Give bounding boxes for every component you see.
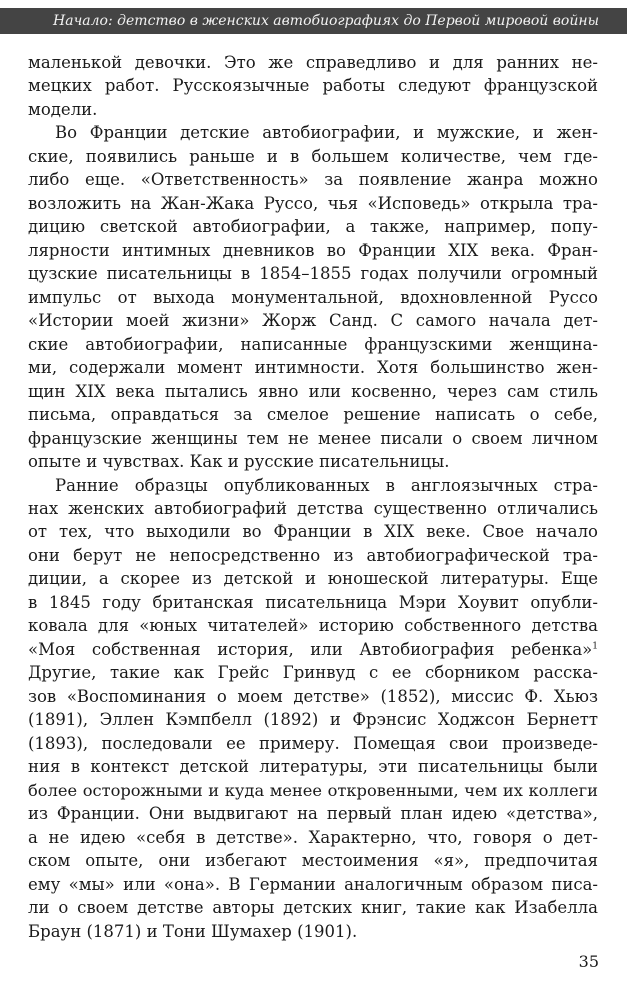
- text-line: [28, 639, 598, 660]
- text-line: ния в контекст детской литературы, эти писательницы были: [28, 757, 598, 777]
- text-line: Другие, такие как Грейс Гринвуд с ее сборником расска-: [28, 663, 598, 683]
- text-line: дицию светской автобиографии, а также, например, попу-: [28, 217, 598, 237]
- footnote-marker[interactable]: 1: [592, 641, 598, 652]
- text-line: возложить на Жан-Жака Руссо, чья «Исповедь» открыла тра-: [28, 193, 598, 213]
- text-line: а не идею «себя в детстве». Характерно, что, говоря о дет-: [28, 827, 598, 847]
- running-head: Начало: детство в женских автобиографиях до Первой мировой войны: [0, 8, 627, 34]
- text-line: Браун (1871) и Тони Шумахер (1901).: [28, 921, 358, 941]
- text-line: (1893), последовали ее примеру. Помещая свои произведе-: [28, 733, 598, 753]
- text-line: либо еще. «Ответственность» за появление жанра можно: [28, 170, 598, 190]
- text-line: лярности интимных дневников во Франции XIX века. Фран-: [28, 240, 598, 260]
- text-line: в 1845 году британская писательница Мэри Хоувит опубли-: [28, 592, 598, 612]
- text-line: ковала для «юных читателей» историю собственного детства: [28, 616, 598, 636]
- text-line: импульс от выхода монументальной, вдохновленной Руссо: [28, 287, 598, 307]
- text-line: ми, содержали момент интимности. Хотя большинство жен-: [28, 358, 598, 378]
- text-line: Во Франции детские автобиографии, и мужские, и жен-: [55, 123, 598, 143]
- text-line: письма, оправдаться за смелое решение написать о себе,: [28, 405, 598, 425]
- text-line: опыте и чувствах. Как и русские писательницы.: [28, 452, 450, 472]
- text-line: французские женщины тем не менее писали о своем личном: [28, 428, 598, 448]
- text-line-content: «Моя собственная история, или Автобиография ребенка»: [28, 639, 593, 659]
- text-line: зов «Воспоминания о моем детстве» (1852), миссис Ф. Хьюз: [28, 686, 598, 706]
- page-number: 35: [578, 952, 599, 971]
- text-line: ему «мы» или «она». В Германии аналогичным образом писа-: [28, 874, 598, 894]
- text-line: ском опыте, они избегают местоимения «я», предпочитая: [28, 851, 598, 871]
- text-line: ские автобиографии, написанные французскими женщина-: [28, 334, 598, 354]
- text-line: ские, появились раньше и в большем количестве, чем где-: [28, 146, 598, 166]
- text-line: модели.: [28, 99, 98, 119]
- text-line: от тех, что выходили во Франции в XIX веке. Свое начало: [28, 522, 598, 542]
- text-line: мецких работ. Русскоязычные работы следуют французской: [28, 76, 598, 96]
- text-line: нах женских автобиографий детства существенно отличались: [28, 499, 598, 518]
- text-line: Ранние образцы опубликованных в англоязычных стра-: [55, 475, 598, 495]
- text-line: маленькой девочки. Это же справедливо и для ранних не-: [28, 53, 598, 72]
- text-line: они берут не непосредственно из автобиографической тра-: [28, 545, 598, 565]
- text-line: ли о своем детстве авторы детских книг, такие как Изабелла: [28, 898, 598, 918]
- text-line: «Истории моей жизни» Жорж Санд. С самого начала дет-: [28, 311, 598, 331]
- text-line: щин XIX века пытались явно или косвенно, через сам стиль: [28, 381, 598, 401]
- text-line: из Франции. Они выдвигают на первый план идею «детства»,: [28, 804, 598, 824]
- text-line: более осторожными и куда менее откровенными, чем их коллеги: [28, 780, 598, 800]
- text-line: диции, а скорее из детской и юношеской литературы. Еще: [28, 569, 598, 589]
- text-line: (1891), Эллен Кэмпбелл (1892) и Фрэнсис Ходжсон Бернетт: [28, 710, 598, 730]
- text-line: цузские писательницы в 1854–1855 годах получили огромный: [28, 264, 598, 284]
